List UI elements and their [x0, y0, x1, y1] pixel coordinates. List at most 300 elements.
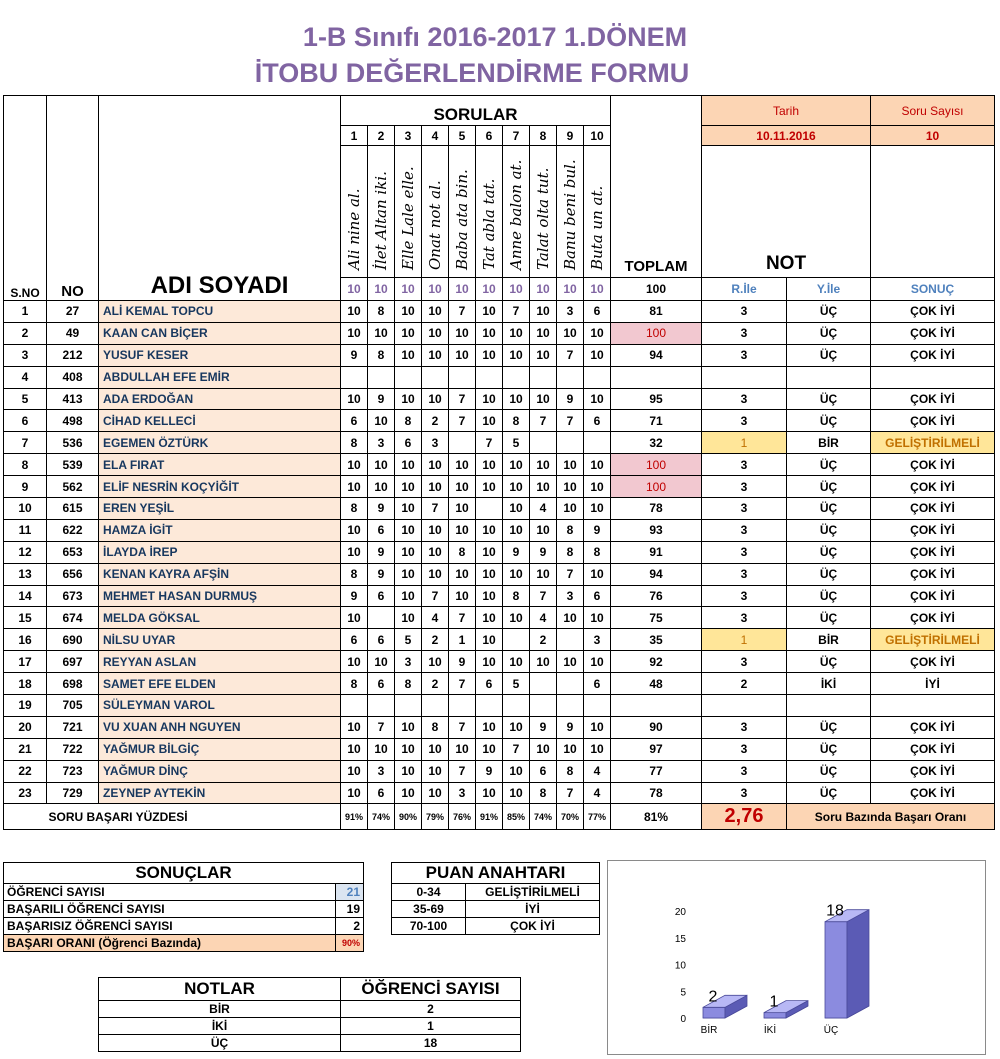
- question-score: [503, 695, 530, 717]
- notes-row: [99, 1035, 521, 1052]
- question-score: 10: [476, 716, 503, 738]
- question-sentence-cell: [341, 146, 368, 278]
- student-name: HAMZA İGİT: [99, 519, 341, 541]
- grade-word: ÜÇ: [787, 607, 871, 629]
- student-number: 27: [47, 301, 99, 323]
- question-score: [503, 629, 530, 651]
- result-label: [871, 366, 995, 388]
- question-success-pct: 79%: [422, 804, 449, 830]
- question-score: 10: [341, 322, 368, 344]
- student-number: 49: [47, 322, 99, 344]
- question-score: 6: [368, 673, 395, 695]
- question-score: 5: [503, 432, 530, 454]
- no-header: NO: [47, 96, 99, 301]
- category-label: BİR: [700, 1025, 718, 1036]
- student-total: 78: [611, 782, 702, 804]
- student-row: [4, 366, 995, 388]
- question-score: 7: [449, 716, 476, 738]
- question-score: [530, 432, 557, 454]
- question-max-score: 10: [395, 278, 422, 301]
- question-score: 10: [422, 454, 449, 476]
- question-number: 2: [368, 126, 395, 146]
- student-name: YAĞMUR DİNÇ: [99, 760, 341, 782]
- question-score: 9: [449, 651, 476, 673]
- grade-number: 3: [702, 322, 787, 344]
- question-score: [476, 695, 503, 717]
- question-score: 10: [476, 607, 503, 629]
- question-success-pct: 91%: [476, 804, 503, 830]
- grade-word: ÜÇ: [787, 760, 871, 782]
- student-name: VU XUAN ANH NGUYEN: [99, 716, 341, 738]
- student-total: [611, 366, 702, 388]
- question-score: 8: [341, 563, 368, 585]
- question-score: 10: [395, 738, 422, 760]
- results-value: 19: [336, 901, 364, 918]
- student-row: [4, 585, 995, 607]
- student-sno: 23: [4, 782, 47, 804]
- student-name: EGEMEN ÖZTÜRK: [99, 432, 341, 454]
- result-label: ÇOK İYİ: [871, 782, 995, 804]
- student-name: SÜLEYMAN VAROL: [99, 695, 341, 717]
- question-score: 8: [341, 498, 368, 520]
- student-sno: 14: [4, 585, 47, 607]
- question-score: 6: [341, 629, 368, 651]
- question-score: 9: [368, 498, 395, 520]
- not-header: NOT: [702, 146, 871, 278]
- score-range: 35-69: [392, 901, 466, 918]
- question-score: 7: [503, 738, 530, 760]
- result-label: ÇOK İYİ: [871, 716, 995, 738]
- grade-word: ÜÇ: [787, 651, 871, 673]
- question-score: 9: [368, 563, 395, 585]
- question-score: 9: [341, 344, 368, 366]
- question-score: 10: [368, 476, 395, 498]
- score-key-row: [392, 901, 600, 918]
- question-score: 10: [476, 651, 503, 673]
- results-value: 90%: [336, 935, 364, 952]
- student-total: 93: [611, 519, 702, 541]
- question-sentence-cell: [368, 146, 395, 278]
- question-sentence: Onat not al.: [426, 180, 444, 270]
- question-sentence: Elle Lale elle.: [399, 166, 417, 270]
- name-header: ADI SOYADI: [99, 96, 341, 301]
- student-row: [4, 695, 995, 717]
- question-score: 6: [368, 585, 395, 607]
- result-label: GELİŞTİRİLMELİ: [871, 629, 995, 651]
- question-success-pct: 74%: [530, 804, 557, 830]
- grade-number: 1: [702, 629, 787, 651]
- sorular-header: SORULAR: [341, 96, 611, 126]
- result-label: ÇOK İYİ: [871, 738, 995, 760]
- question-score: 8: [503, 410, 530, 432]
- question-sentence: Buta un at.: [588, 185, 606, 270]
- question-score: 10: [584, 454, 611, 476]
- bar: [703, 1007, 725, 1018]
- question-score: 6: [395, 432, 422, 454]
- question-score: 10: [422, 782, 449, 804]
- grade-word: ÜÇ: [787, 410, 871, 432]
- student-total: 48: [611, 673, 702, 695]
- student-sno: 4: [4, 366, 47, 388]
- question-success-pct: 76%: [449, 804, 476, 830]
- question-score: 10: [584, 498, 611, 520]
- notes-header: NOTLAR: [99, 978, 341, 1001]
- student-row: [4, 322, 995, 344]
- result-label: ÇOK İYİ: [871, 585, 995, 607]
- result-label: ÇOK İYİ: [871, 498, 995, 520]
- results-label: ÖĞRENCİ SAYISI: [4, 884, 336, 901]
- question-max-score: 10: [449, 278, 476, 301]
- question-score: 10: [395, 476, 422, 498]
- question-score: 8: [503, 585, 530, 607]
- student-total: 77: [611, 760, 702, 782]
- question-score: 6: [368, 629, 395, 651]
- score-range: 0-34: [392, 884, 466, 901]
- result-label: GELİŞTİRİLMELİ: [871, 432, 995, 454]
- grade-word: ÜÇ: [787, 498, 871, 520]
- question-sentence: İlet Altan iki.: [372, 171, 390, 270]
- student-row: [4, 388, 995, 410]
- question-score: 8: [557, 541, 584, 563]
- question-score: 8: [557, 760, 584, 782]
- question-score: 7: [422, 585, 449, 607]
- grade-count: 2: [341, 1001, 521, 1018]
- question-score: [557, 629, 584, 651]
- question-score: 10: [530, 519, 557, 541]
- question-score: 10: [503, 760, 530, 782]
- question-score: 2: [422, 629, 449, 651]
- question-score: 3: [368, 760, 395, 782]
- student-total: 75: [611, 607, 702, 629]
- question-score: 9: [557, 716, 584, 738]
- score-range-label: İYİ: [466, 901, 600, 918]
- student-sno: 22: [4, 760, 47, 782]
- grade-word: ÜÇ: [787, 322, 871, 344]
- results-value: 2: [336, 918, 364, 935]
- question-score: 7: [449, 410, 476, 432]
- question-score: 9: [476, 760, 503, 782]
- grade-word: ÜÇ: [99, 1035, 341, 1052]
- student-row: [4, 673, 995, 695]
- question-score: 10: [422, 738, 449, 760]
- question-score: 8: [557, 519, 584, 541]
- student-number: 212: [47, 344, 99, 366]
- question-score: 8: [368, 301, 395, 323]
- question-score: 10: [557, 738, 584, 760]
- soru-sayisi-value: 10: [871, 126, 995, 146]
- student-number: 723: [47, 760, 99, 782]
- question-max-score: 10: [476, 278, 503, 301]
- results-row: [4, 884, 364, 901]
- student-row: [4, 716, 995, 738]
- question-score: 10: [422, 344, 449, 366]
- question-score: 10: [476, 563, 503, 585]
- score-range-label: ÇOK İYİ: [466, 918, 600, 935]
- student-number: 498: [47, 410, 99, 432]
- student-name: ADA ERDOĞAN: [99, 388, 341, 410]
- student-sno: 7: [4, 432, 47, 454]
- question-score: 7: [449, 388, 476, 410]
- question-success-pct: 91%: [341, 804, 368, 830]
- question-max-score: 10: [368, 278, 395, 301]
- result-label: ÇOK İYİ: [871, 344, 995, 366]
- question-score: 10: [557, 476, 584, 498]
- student-sno: 15: [4, 607, 47, 629]
- question-score: 10: [422, 760, 449, 782]
- question-score: 9: [341, 585, 368, 607]
- average-grade-label: Soru Bazında Başarı Oranı: [787, 804, 995, 830]
- grade-number: 3: [702, 563, 787, 585]
- success-percentage-label: SORU BAŞARI YÜZDESİ: [47, 804, 341, 830]
- question-score: 7: [449, 607, 476, 629]
- student-number: 622: [47, 519, 99, 541]
- student-total: 78: [611, 498, 702, 520]
- notes-row: [99, 1018, 521, 1035]
- student-row: [4, 607, 995, 629]
- question-score: 8: [530, 782, 557, 804]
- question-score: 10: [341, 607, 368, 629]
- question-number: 10: [584, 126, 611, 146]
- question-score: 10: [530, 454, 557, 476]
- question-score: 10: [449, 476, 476, 498]
- r-ile-header: R.İle: [702, 278, 787, 301]
- form-title-line2: İTOBU DEĞERLENDİRME FORMU: [254, 58, 690, 88]
- student-name: EREN YEŞİL: [99, 498, 341, 520]
- question-score: 7: [368, 716, 395, 738]
- student-sno: 19: [4, 695, 47, 717]
- grade-number: 3: [702, 344, 787, 366]
- bar-side: [847, 910, 869, 1018]
- question-sentence-cell: [584, 146, 611, 278]
- question-score: 7: [449, 301, 476, 323]
- grades-chart-svg: [608, 861, 985, 1054]
- student-number: 536: [47, 432, 99, 454]
- question-score: 10: [503, 388, 530, 410]
- question-score: 8: [341, 432, 368, 454]
- evaluation-table: [3, 95, 995, 830]
- student-number: 729: [47, 782, 99, 804]
- student-sno: 5: [4, 388, 47, 410]
- results-row: [4, 935, 364, 952]
- question-success-pct: 90%: [395, 804, 422, 830]
- student-row: [4, 476, 995, 498]
- grade-word: İKİ: [787, 673, 871, 695]
- question-score: 10: [449, 454, 476, 476]
- grade-word: ÜÇ: [787, 476, 871, 498]
- question-sentence-cell: [557, 146, 584, 278]
- question-score: 10: [584, 344, 611, 366]
- score-range: 70-100: [392, 918, 466, 935]
- grade-number: 3: [702, 716, 787, 738]
- question-score: 10: [341, 651, 368, 673]
- question-score: 10: [557, 322, 584, 344]
- student-name: REYYAN ASLAN: [99, 651, 341, 673]
- grade-word: ÜÇ: [787, 541, 871, 563]
- question-score: 4: [422, 607, 449, 629]
- grade-word: ÜÇ: [787, 585, 871, 607]
- question-score: 10: [395, 498, 422, 520]
- question-score: 10: [341, 716, 368, 738]
- question-score: 10: [584, 738, 611, 760]
- question-score: 9: [530, 541, 557, 563]
- question-score: 10: [503, 651, 530, 673]
- question-score: 4: [584, 760, 611, 782]
- student-total: 32: [611, 432, 702, 454]
- question-score: 10: [395, 322, 422, 344]
- question-score: 10: [368, 410, 395, 432]
- question-score: 10: [449, 585, 476, 607]
- result-label: ÇOK İYİ: [871, 454, 995, 476]
- student-name: YUSUF KESER: [99, 344, 341, 366]
- question-score: [422, 695, 449, 717]
- student-number: 615: [47, 498, 99, 520]
- result-label: İYİ: [871, 673, 995, 695]
- y-tick-label: 10: [674, 960, 686, 972]
- question-sentence: Talat olta tut.: [534, 167, 552, 270]
- question-success-pct: 85%: [503, 804, 530, 830]
- student-sno: 12: [4, 541, 47, 563]
- question-number: 6: [476, 126, 503, 146]
- question-score: 10: [476, 344, 503, 366]
- result-label: ÇOK İYİ: [871, 476, 995, 498]
- result-label: ÇOK İYİ: [871, 301, 995, 323]
- question-score: 10: [395, 454, 422, 476]
- question-sentence: Ali nine al.: [345, 188, 363, 270]
- student-row: [4, 301, 995, 323]
- results-label: BAŞARI ORANI (Öğrenci Bazında): [4, 935, 336, 952]
- grade-number: 3: [702, 454, 787, 476]
- data-label: 18: [826, 902, 844, 920]
- question-score: 9: [503, 541, 530, 563]
- student-name: İLAYDA İREP: [99, 541, 341, 563]
- notes-table: [98, 977, 521, 1052]
- question-score: 10: [503, 322, 530, 344]
- question-score: 10: [395, 541, 422, 563]
- question-score: 7: [530, 410, 557, 432]
- question-score: 10: [395, 388, 422, 410]
- question-score: 10: [503, 454, 530, 476]
- question-score: 10: [584, 322, 611, 344]
- question-score: 3: [584, 629, 611, 651]
- category-label: ÜÇ: [823, 1025, 839, 1036]
- question-success-pct: 77%: [584, 804, 611, 830]
- question-score: 10: [422, 563, 449, 585]
- results-row: [4, 901, 364, 918]
- question-score: 10: [422, 651, 449, 673]
- question-score: [530, 366, 557, 388]
- grade-number: 3: [702, 607, 787, 629]
- grade-number: 3: [702, 782, 787, 804]
- grade-count: 1: [341, 1018, 521, 1035]
- student-name: KENAN KAYRA AFŞİN: [99, 563, 341, 585]
- results-row: [4, 918, 364, 935]
- student-total: [611, 695, 702, 717]
- category-label: İKİ: [763, 1025, 777, 1036]
- question-score: 10: [476, 541, 503, 563]
- question-score: [449, 366, 476, 388]
- result-label: ÇOK İYİ: [871, 388, 995, 410]
- grade-number: 3: [702, 541, 787, 563]
- question-score: [584, 695, 611, 717]
- question-score: 7: [557, 782, 584, 804]
- question-score: 10: [395, 782, 422, 804]
- question-score: 10: [449, 563, 476, 585]
- question-score: 10: [557, 651, 584, 673]
- question-score: 10: [449, 498, 476, 520]
- student-number: 690: [47, 629, 99, 651]
- grade-number: 3: [702, 301, 787, 323]
- grade-number: 3: [702, 738, 787, 760]
- question-score: 10: [503, 716, 530, 738]
- grade-word: [787, 695, 871, 717]
- grade-word: ÜÇ: [787, 344, 871, 366]
- question-score: 4: [530, 607, 557, 629]
- question-score: 10: [395, 563, 422, 585]
- score-key-row: [392, 884, 600, 901]
- question-score: 10: [530, 301, 557, 323]
- student-total: 71: [611, 410, 702, 432]
- question-score: 7: [449, 760, 476, 782]
- question-score: 10: [584, 388, 611, 410]
- grade-word: ÜÇ: [787, 738, 871, 760]
- question-number: 3: [395, 126, 422, 146]
- grade-word: ÜÇ: [787, 454, 871, 476]
- student-name: NİLSU UYAR: [99, 629, 341, 651]
- question-success-pct: 74%: [368, 804, 395, 830]
- question-score: 8: [449, 541, 476, 563]
- student-name: SAMET EFE ELDEN: [99, 673, 341, 695]
- toplam-header: TOPLAM: [611, 96, 702, 278]
- question-sentence: Anne balon at.: [507, 159, 525, 270]
- y-tick-label: 0: [680, 1014, 686, 1025]
- question-score: 10: [476, 322, 503, 344]
- question-score: [395, 366, 422, 388]
- question-number: 9: [557, 126, 584, 146]
- student-row: [4, 738, 995, 760]
- question-score: 10: [422, 301, 449, 323]
- question-score: 6: [341, 410, 368, 432]
- question-score: 10: [503, 607, 530, 629]
- result-label: ÇOK İYİ: [871, 563, 995, 585]
- student-number: 722: [47, 738, 99, 760]
- question-score: 10: [476, 782, 503, 804]
- question-score: 9: [368, 388, 395, 410]
- student-sno: 21: [4, 738, 47, 760]
- result-label: ÇOK İYİ: [871, 541, 995, 563]
- question-score: 10: [341, 738, 368, 760]
- result-label: ÇOK İYİ: [871, 519, 995, 541]
- results-label: BAŞARISIZ ÖĞRENCİ SAYISI: [4, 918, 336, 935]
- question-score: [584, 366, 611, 388]
- question-number: 7: [503, 126, 530, 146]
- grade-number: 3: [702, 410, 787, 432]
- question-score: 10: [476, 585, 503, 607]
- blank-cell: [4, 804, 47, 830]
- student-total: 100: [611, 454, 702, 476]
- grade-number: 3: [702, 651, 787, 673]
- question-score: 7: [503, 301, 530, 323]
- question-score: 8: [341, 673, 368, 695]
- sno-header: S.NO: [4, 96, 47, 301]
- question-score: 4: [530, 498, 557, 520]
- question-score: [341, 366, 368, 388]
- student-number: 562: [47, 476, 99, 498]
- question-score: 9: [557, 388, 584, 410]
- question-score: 10: [530, 344, 557, 366]
- question-score: 3: [557, 585, 584, 607]
- student-total: 81: [611, 301, 702, 323]
- grade-word: ÜÇ: [787, 563, 871, 585]
